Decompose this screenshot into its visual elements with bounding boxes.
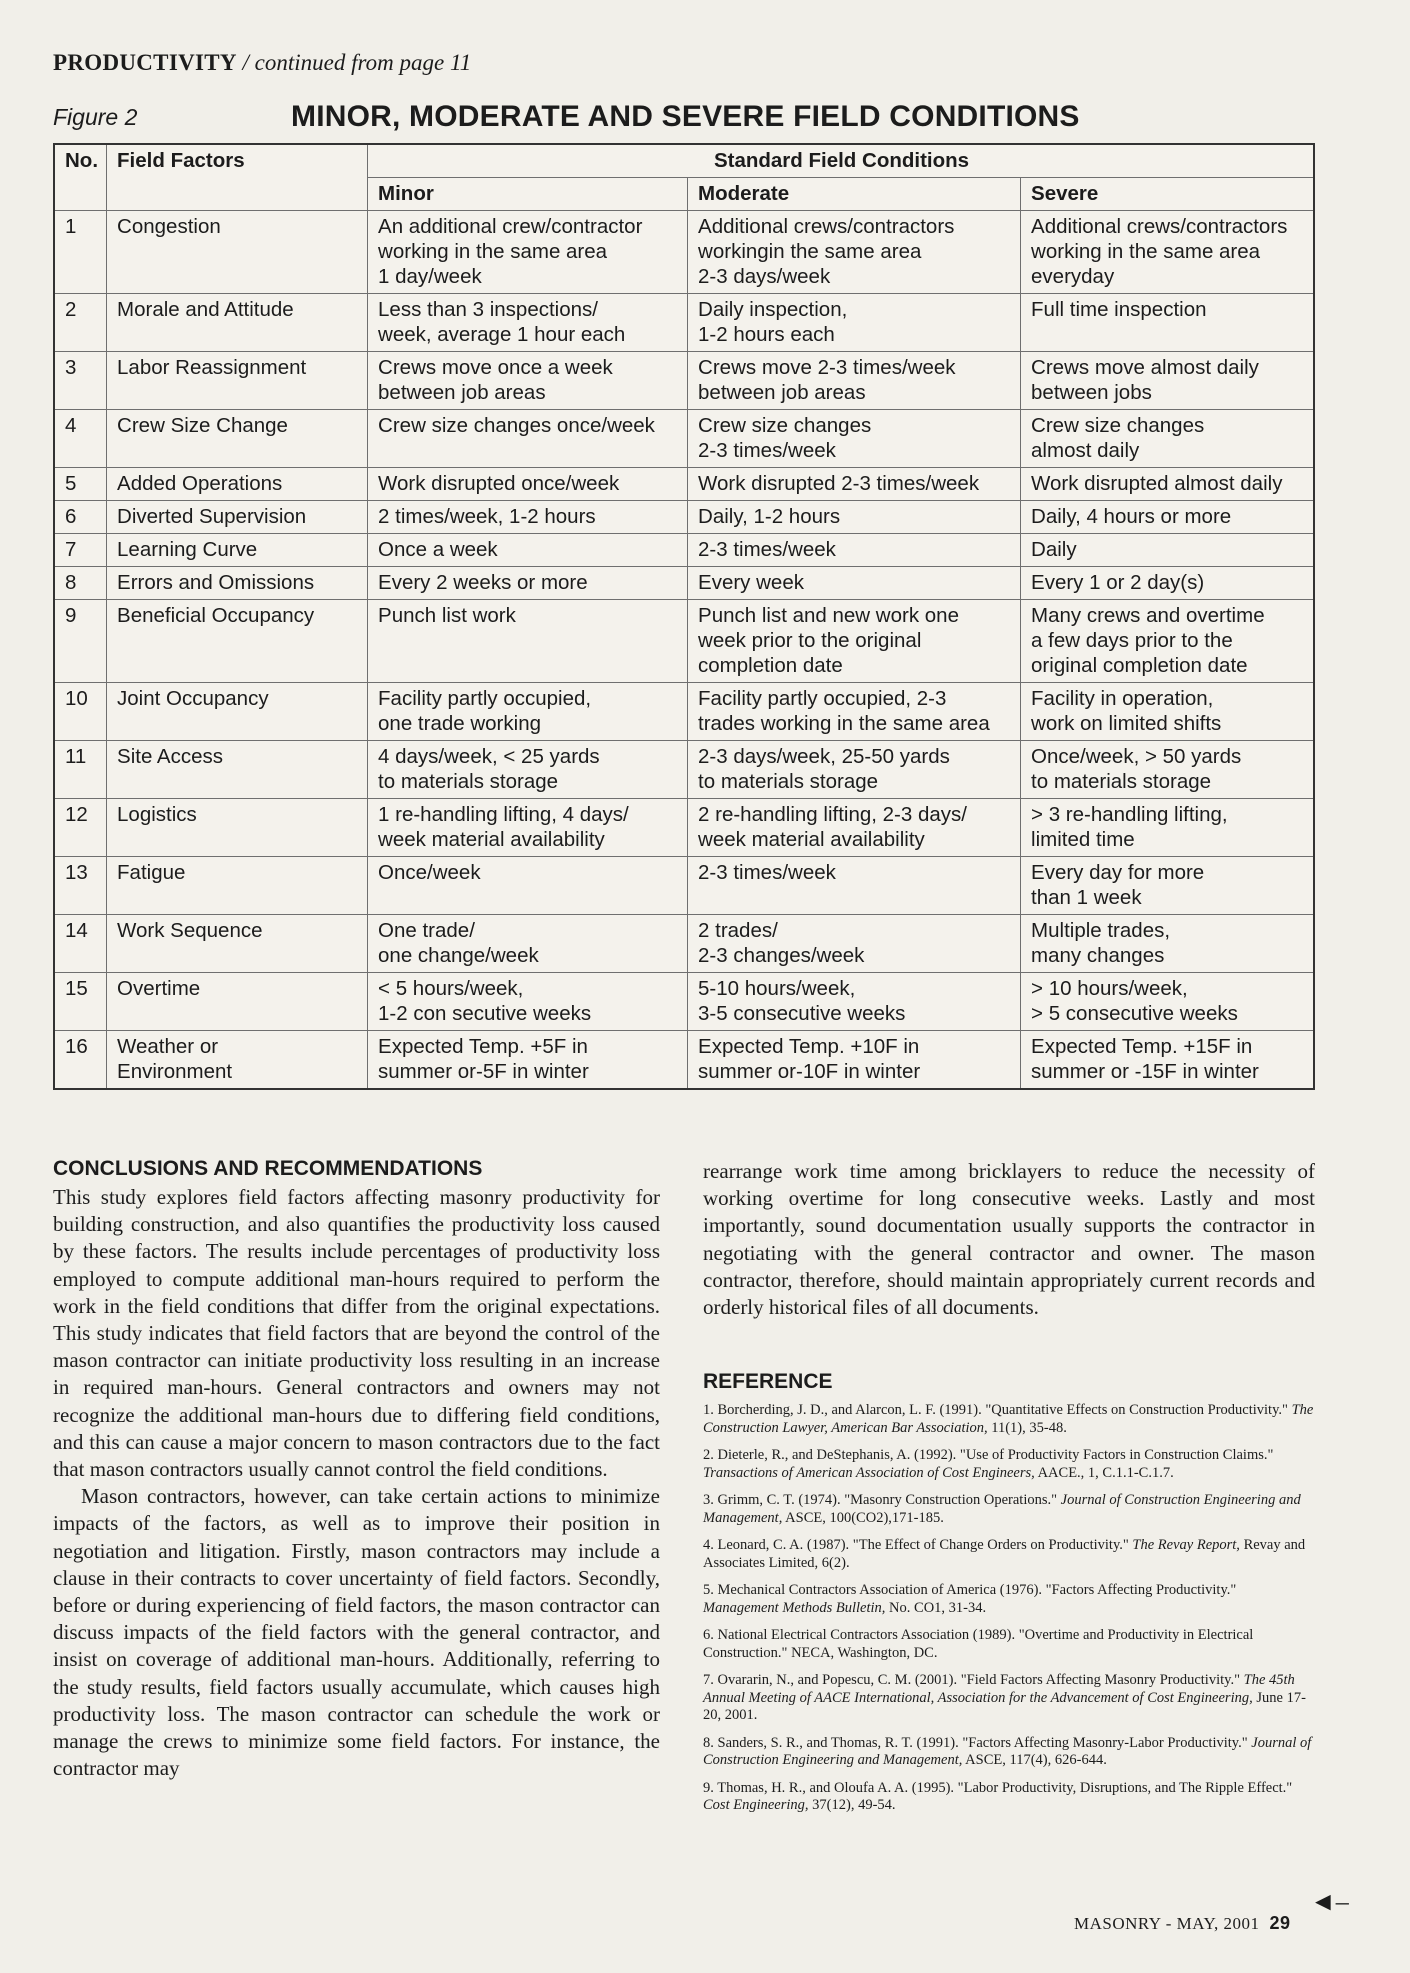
table-row: [54, 915, 1314, 973]
reference-source: Journal of Construction Engineering and Management,: [703, 1492, 1301, 1526]
severe-condition: Crews move almost daily between jobs: [1021, 352, 1314, 410]
continue-arrow-icon: ◄–: [1310, 1887, 1349, 1916]
reference-source: Cost Engineering,: [703, 1797, 809, 1813]
moderate-condition: Daily, 1-2 hours: [688, 501, 1021, 534]
reference-text: 4. Leonard, C. A. (1987). "The Effect of Change Orders on Productivity.": [703, 1537, 1133, 1553]
moderate-condition: Crew size changes 2-3 times/week: [688, 410, 1021, 468]
reference-tail: No. CO1, 31-34.: [885, 1599, 987, 1616]
moderate-condition: Work disrupted 2-3 times/week: [688, 468, 1021, 501]
moderate-condition: 2-3 times/week: [688, 857, 1021, 915]
figure-title: MINOR, MODERATE AND SEVERE FIELD CONDITIONS: [291, 100, 1080, 133]
reference-text: 2. Dieterle, R., and DeStephanis, A. (1992). "Use of Productivity Factors in Construction Claims.": [703, 1447, 1274, 1463]
field-factor: Errors and Omissions: [107, 567, 368, 600]
reference-tail: ASCE, 117(4), 626-644.: [962, 1752, 1107, 1768]
row-number: 6: [54, 501, 107, 534]
field-factor: Fatigue: [107, 857, 368, 915]
table-row: [54, 857, 1314, 915]
col-header-group: Standard Field Conditions: [368, 144, 1314, 178]
reference-text: 3. Grimm, C. T. (1974). "Masonry Construction Operations.": [703, 1492, 1061, 1508]
reference-list: [703, 1402, 1315, 1825]
table-row: [54, 501, 1314, 534]
severe-condition: Daily, 4 hours or more: [1021, 501, 1314, 534]
reference-tail: June 17-20, 2001.: [703, 1689, 1306, 1723]
reference-item: [703, 1672, 1315, 1725]
figure-label: Figure 2: [53, 104, 138, 130]
minor-condition: Punch list work: [368, 600, 688, 683]
reference-text: 6. National Electrical Contractors Association (1989). "Overtime and Productivity in Electrical Construction." NECA, Washington, DC.: [703, 1627, 1254, 1661]
table-row: [54, 741, 1314, 799]
moderate-condition: Daily inspection, 1-2 hours each: [688, 294, 1021, 352]
severe-condition: Expected Temp. +15F in summer or -15F in winter: [1021, 1031, 1314, 1090]
reference-text: 8. Sanders, S. R., and Thomas, R. T. (1991). "Factors Affecting Masonry-Labor Productivity.": [703, 1734, 1252, 1751]
reference-tail: 37(12), 49-54.: [808, 1797, 896, 1813]
moderate-condition: Every week: [688, 567, 1021, 600]
minor-condition: < 5 hours/week, 1-2 con secutive weeks: [368, 973, 688, 1031]
severe-condition: Facility in operation, work on limited shifts: [1021, 683, 1314, 741]
reference-source: The Construction Lawyer, American Bar Association,: [703, 1402, 1314, 1436]
reference-text: 7. Ovararin, N., and Popescu, C. M. (2001). "Field Factors Affecting Masonry Productivity.": [703, 1672, 1244, 1688]
moderate-condition: Crews move 2-3 times/week between job areas: [688, 352, 1021, 410]
moderate-condition: Expected Temp. +10F in summer or-10F in winter: [688, 1031, 1021, 1090]
row-number: 12: [54, 799, 107, 857]
col-header-no: No.: [54, 144, 107, 211]
reference-item: [703, 1582, 1315, 1617]
severe-condition: Crew size changes almost daily: [1021, 410, 1314, 468]
severe-condition: > 3 re-handling lifting, limited time: [1021, 799, 1314, 857]
minor-condition: 4 days/week, < 25 yards to materials storage: [368, 741, 688, 799]
table-row: [54, 294, 1314, 352]
minor-condition: Facility partly occupied, one trade working: [368, 683, 688, 741]
table-row: [54, 410, 1314, 468]
field-factor: Congestion: [107, 211, 368, 294]
col-header-factors: Field Factors: [107, 144, 368, 211]
minor-condition: Less than 3 inspections/ week, average 1 hour each: [368, 294, 688, 352]
reference-item: [703, 1492, 1315, 1527]
field-factor: Work Sequence: [107, 915, 368, 973]
row-number: 15: [54, 973, 107, 1031]
table-row: [54, 567, 1314, 600]
table-row: [54, 352, 1314, 410]
row-number: 2: [54, 294, 107, 352]
table-row: [54, 468, 1314, 501]
reference-item: [703, 1780, 1315, 1815]
moderate-condition: Punch list and new work one week prior to the original completion date: [688, 600, 1021, 683]
minor-condition: Expected Temp. +5F in summer or-5F in winter: [368, 1031, 688, 1090]
running-header: [53, 50, 471, 76]
continued-note: / continued from page 11: [242, 50, 472, 75]
figure-caption: [53, 100, 1313, 140]
field-factor: Overtime: [107, 973, 368, 1031]
table-row: [54, 683, 1314, 741]
severe-condition: Additional crews/contractors working in the same area everyday: [1021, 211, 1314, 294]
minor-condition: 1 re-handling lifting, 4 days/ week material availability: [368, 799, 688, 857]
conclusions-heading: CONCLUSIONS AND RECOMMENDATIONS: [53, 1157, 483, 1180]
col-header-minor: Minor: [368, 178, 688, 211]
moderate-condition: Additional crews/contractors workingin the same area 2-3 days/week: [688, 211, 1021, 294]
row-number: 8: [54, 567, 107, 600]
reference-source: Management Methods Bulletin,: [703, 1599, 886, 1616]
reference-item: [703, 1735, 1315, 1770]
severe-condition: Daily: [1021, 534, 1314, 567]
field-factor: Logistics: [107, 799, 368, 857]
reference-heading: REFERENCE: [703, 1370, 833, 1393]
reference-text: 1. Borcherding, J. D., and Alarcon, L. F. (1991). "Quantitative Effects on Construction Productivity.": [703, 1402, 1292, 1418]
field-factor: Morale and Attitude: [107, 294, 368, 352]
table-row: [54, 600, 1314, 683]
moderate-condition: 2-3 days/week, 25-50 yards to materials storage: [688, 741, 1021, 799]
row-number: 7: [54, 534, 107, 567]
reference-tail: 11(1), 35-48.: [987, 1419, 1067, 1436]
moderate-condition: Facility partly occupied, 2-3 trades working in the same area: [688, 683, 1021, 741]
table-row: [54, 534, 1314, 567]
row-number: 4: [54, 410, 107, 468]
reference-tail: ASCE, 100(CO2),171-185.: [782, 1509, 944, 1526]
moderate-condition: 2-3 times/week: [688, 534, 1021, 567]
row-number: 3: [54, 352, 107, 410]
row-number: 9: [54, 600, 107, 683]
conclusions-body: [53, 1184, 660, 1782]
reference-item: [703, 1537, 1315, 1572]
moderate-condition: 2 re-handling lifting, 2-3 days/ week material availability: [688, 799, 1021, 857]
paragraph: Mason contractors, however, can take certain actions to minimize impacts of the factors, as well as to improve their position in negotiation and litigation. Firstly, mason contractors may include a clause in their contracts to cover uncertainty of field factors. Secondly, before or during experiencing of field factors, the mason contractor can discuss impacts of the field factors with the general contractor, and insist on coverage of additional man-hours. Additionally, referring to the study results, field factors usually accumulate, which causes high productivity loss. The mason contractor can schedule the work or manage the crews to minimize some field factors. For instance, the contractor may: [53, 1484, 660, 1781]
table-row: [54, 211, 1314, 294]
col-header-moderate: Moderate: [688, 178, 1021, 211]
page-number: 29: [1269, 1913, 1291, 1933]
reference-source: The Revay Report,: [1132, 1537, 1240, 1553]
minor-condition: An additional crew/contractor working in the same area 1 day/week: [368, 211, 688, 294]
minor-condition: Once/week: [368, 857, 688, 915]
reference-source: Journal of Construction Engineering and Management,: [703, 1734, 1312, 1768]
severe-condition: Every day for more than 1 week: [1021, 857, 1314, 915]
row-number: 11: [54, 741, 107, 799]
table-row: [54, 1031, 1314, 1090]
reference-text: 5. Mechanical Contractors Association of America (1976). "Factors Affecting Productivity.": [703, 1582, 1237, 1598]
minor-condition: Once a week: [368, 534, 688, 567]
minor-condition: Crews move once a week between job areas: [368, 352, 688, 410]
minor-condition: 2 times/week, 1-2 hours: [368, 501, 688, 534]
reference-text: 9. Thomas, H. R., and Oloufa A. A. (1995). "Labor Productivity, Disruptions, and The Ripple Effect.": [703, 1779, 1293, 1796]
reference-tail: AACE., 1, C.1.1-C.1.7.: [1034, 1464, 1174, 1481]
reference-source: Transactions of American Association of Cost Engineers,: [703, 1464, 1035, 1481]
field-factor: Site Access: [107, 741, 368, 799]
row-number: 1: [54, 211, 107, 294]
row-number: 5: [54, 468, 107, 501]
moderate-condition: 5-10 hours/week, 3-5 consecutive weeks: [688, 973, 1021, 1031]
conclusions-continued: rearrange work time among bricklayers to reduce the necessity of working overtime for long consecutive weeks. Lastly and most importantly, sound documentation usually supports the contractor in negotiating with the general contractor and owner. The mason contractor, therefore, should maintain appropriately current records and orderly historical files of all documents.: [703, 1159, 1315, 1320]
page-footer: [1074, 1913, 1291, 1934]
reference-source: The 45th Annual Meeting of AACE International, Association for the Advancement of Cost Engineering,: [703, 1672, 1295, 1706]
row-number: 16: [54, 1031, 107, 1090]
col-header-severe: Severe: [1021, 178, 1314, 211]
severe-condition: Full time inspection: [1021, 294, 1314, 352]
section-title: PRODUCTIVITY: [53, 50, 237, 75]
field-factor: Labor Reassignment: [107, 352, 368, 410]
severe-condition: Work disrupted almost daily: [1021, 468, 1314, 501]
field-factor: Added Operations: [107, 468, 368, 501]
table-row: [54, 973, 1314, 1031]
severe-condition: Many crews and overtime a few days prior to the original completion date: [1021, 600, 1314, 683]
reference-item: [703, 1627, 1315, 1662]
field-factor: Diverted Supervision: [107, 501, 368, 534]
table-row: [54, 799, 1314, 857]
field-factor: Weather or Environment: [107, 1031, 368, 1090]
magazine-issue: MASONRY - MAY, 2001: [1074, 1914, 1260, 1933]
reference-item: [703, 1402, 1315, 1437]
severe-condition: Once/week, > 50 yards to materials storage: [1021, 741, 1314, 799]
field-factor: Joint Occupancy: [107, 683, 368, 741]
reference-item: [703, 1447, 1315, 1482]
severe-condition: > 10 hours/week, > 5 consecutive weeks: [1021, 973, 1314, 1031]
field-factor: Learning Curve: [107, 534, 368, 567]
paragraph: This study explores field factors affecting masonry productivity for building construction, and also quantifies the productivity loss caused by these factors. The results include percentages of productivity loss employed to compute additional man-hours required to perform the work in the field conditions that differ from the original expectations. This study indicates that field factors that are beyond the control of the mason contractor can initiate productivity loss resulting in an increase in required man-hours. General contractors and owners may not recognize the additional man-hours due to differing field conditions, and this can cause a major concern to mason contractors due to the fact that mason contractors usually cannot control the field conditions.: [53, 1185, 660, 1482]
minor-condition: One trade/ one change/week: [368, 915, 688, 973]
minor-condition: Crew size changes once/week: [368, 410, 688, 468]
minor-condition: Work disrupted once/week: [368, 468, 688, 501]
row-number: 10: [54, 683, 107, 741]
severe-condition: Multiple trades, many changes: [1021, 915, 1314, 973]
row-number: 14: [54, 915, 107, 973]
severe-condition: Every 1 or 2 day(s): [1021, 567, 1314, 600]
moderate-condition: 2 trades/ 2-3 changes/week: [688, 915, 1021, 973]
field-factor: Crew Size Change: [107, 410, 368, 468]
minor-condition: Every 2 weeks or more: [368, 567, 688, 600]
field-conditions-table: [53, 143, 1315, 1090]
field-factor: Beneficial Occupancy: [107, 600, 368, 683]
row-number: 13: [54, 857, 107, 915]
reference-tail: Revay and Associates Limited, 6(2).: [703, 1537, 1306, 1571]
